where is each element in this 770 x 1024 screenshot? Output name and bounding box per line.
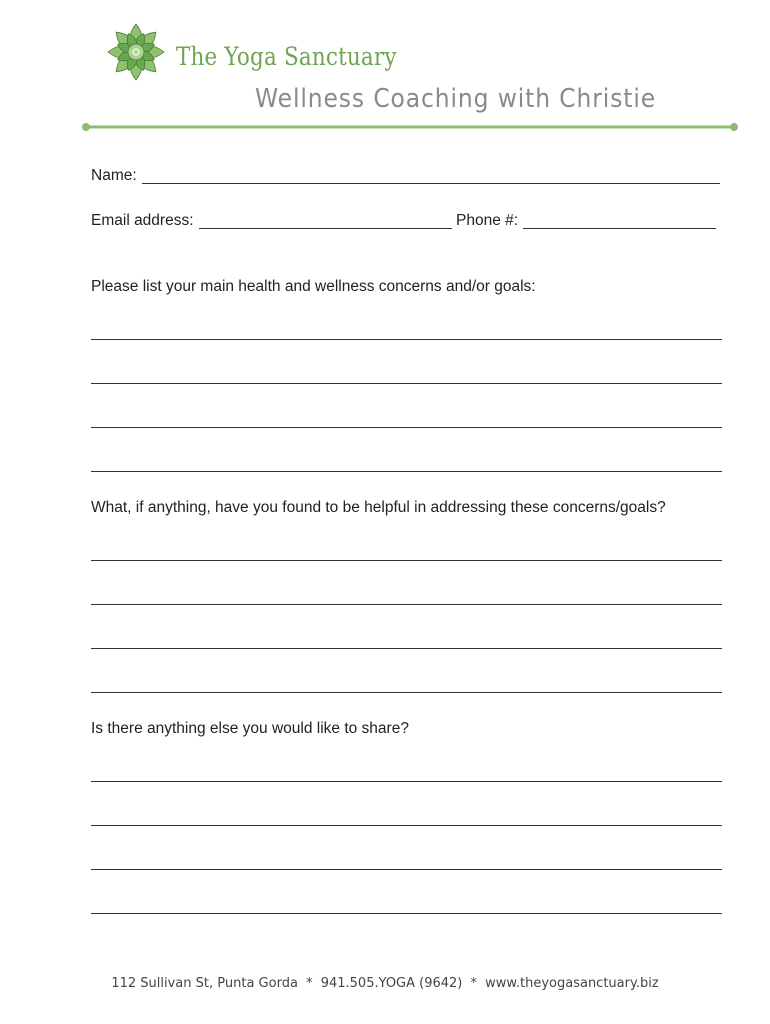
email-label: Email address:: [91, 212, 194, 229]
footer-separator: *: [306, 976, 313, 991]
answer-line[interactable]: [91, 825, 722, 826]
phone-field[interactable]: [523, 228, 716, 229]
answer-line[interactable]: [91, 869, 722, 870]
answer-line[interactable]: [91, 560, 722, 561]
footer-phone: 941.505.YOGA (9642): [320, 976, 463, 991]
footer-address: 112 Sullivan St, Punta Gorda: [111, 976, 298, 991]
email-field[interactable]: [199, 228, 452, 229]
header-divider: [82, 121, 738, 133]
name-field[interactable]: [142, 183, 720, 184]
answer-line[interactable]: [91, 692, 722, 693]
answer-line[interactable]: [91, 648, 722, 649]
answer-line[interactable]: [91, 781, 722, 782]
answer-line[interactable]: [91, 604, 722, 605]
question-health-goals: Please list your main health and wellness concerns and/or goals:: [91, 278, 536, 295]
brand-title: The Yoga Sanctuary: [176, 42, 397, 71]
footer-contact: [0, 976, 770, 991]
answer-line[interactable]: [91, 383, 722, 384]
question-anything-else: Is there anything else you would like to share?: [91, 720, 409, 737]
answer-line[interactable]: [91, 471, 722, 472]
answer-line[interactable]: [91, 913, 722, 914]
phone-label: Phone #:: [456, 212, 519, 229]
lotus-logo-icon: [106, 22, 166, 82]
footer-separator: *: [470, 976, 478, 991]
page-subtitle: Wellness Coaching with Christie: [255, 84, 657, 114]
question-helpful: What, if anything, have you found to be helpful in addressing these concerns/goals?: [91, 499, 666, 516]
footer-website-link[interactable]: www.theyogasanctuary.biz: [485, 976, 659, 991]
answer-line[interactable]: [91, 339, 722, 340]
answer-line[interactable]: [91, 427, 722, 428]
name-label: Name:: [91, 167, 137, 184]
